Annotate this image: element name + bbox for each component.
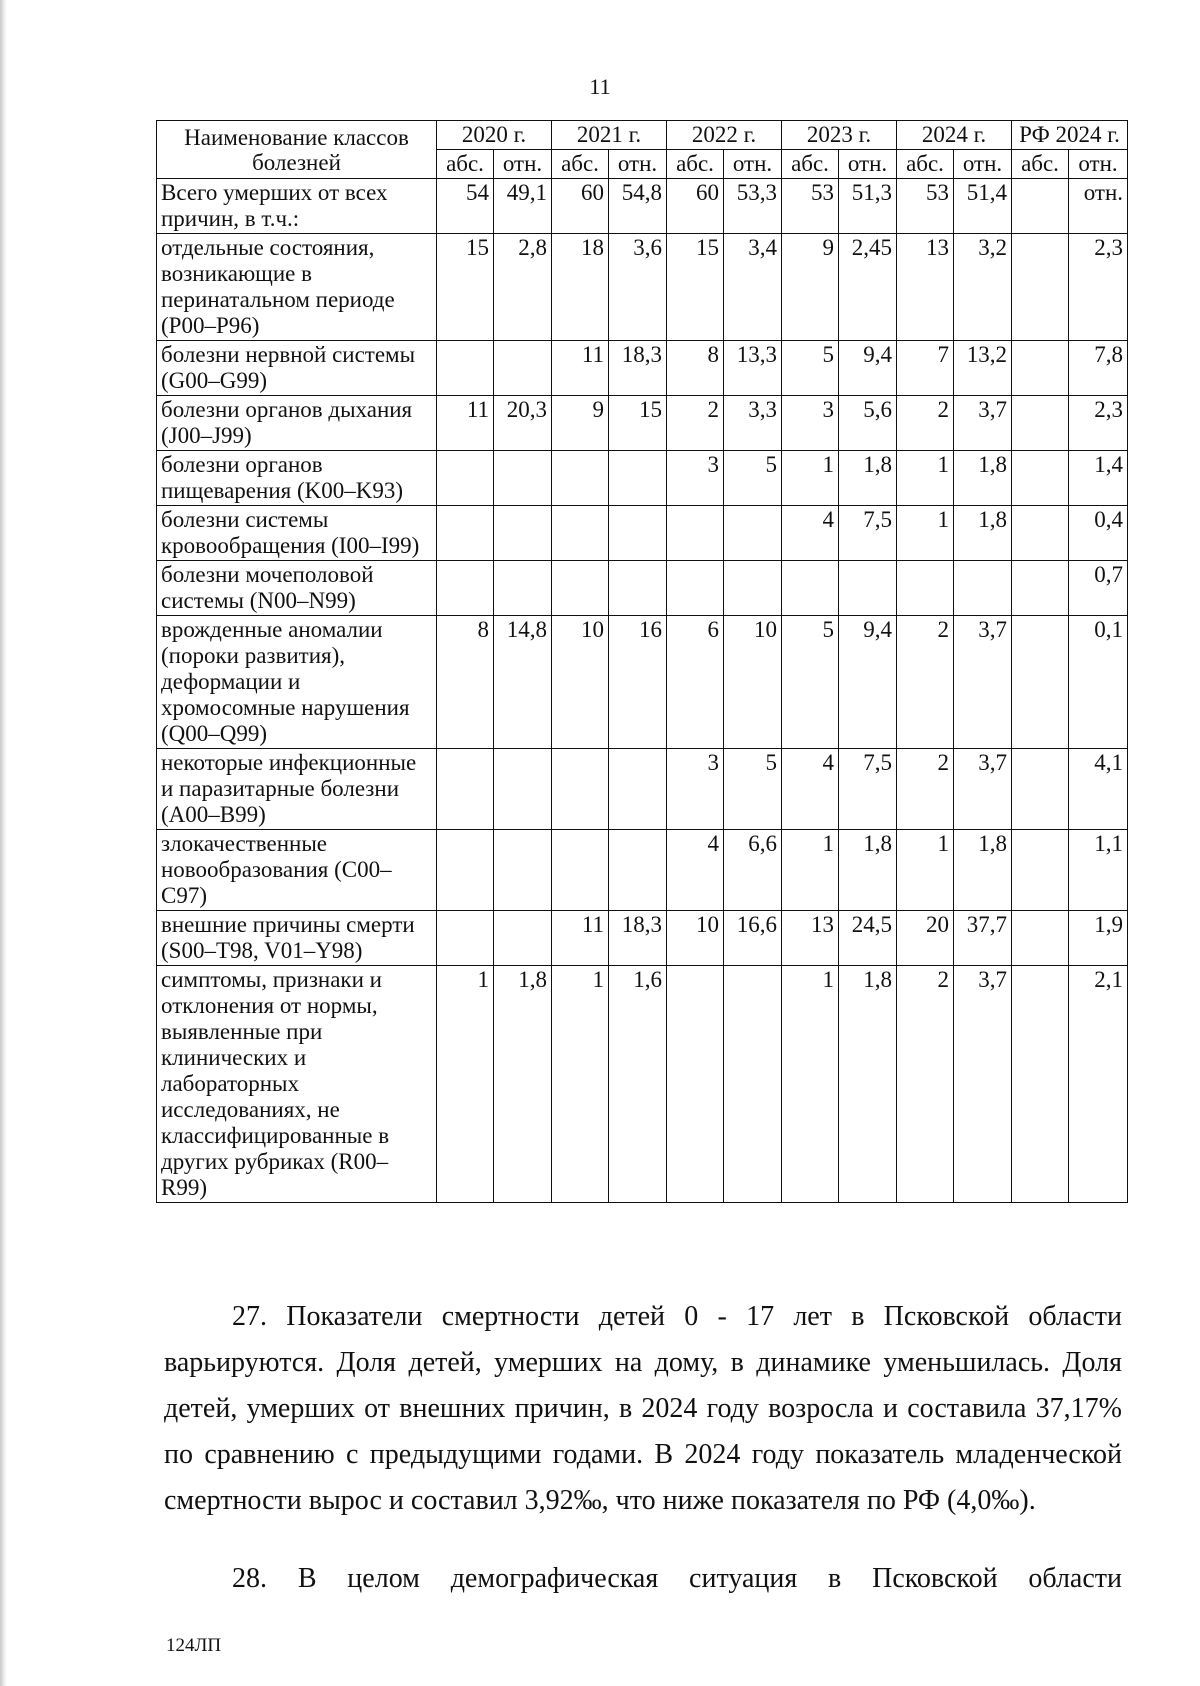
rel-value-cell: 0,7 <box>1069 561 1128 616</box>
rel-value-cell <box>609 451 667 506</box>
year-header: 2020 г. <box>437 121 552 150</box>
sub-header: абс. <box>782 150 839 179</box>
sub-header: абс. <box>437 150 494 179</box>
table-body <box>157 179 1128 1203</box>
rel-value-cell: 7,8 <box>1069 341 1128 396</box>
abs-value-cell: 13 <box>897 234 954 341</box>
rel-value-cell: 7,5 <box>839 506 897 561</box>
rel-value-cell: 7,5 <box>839 749 897 830</box>
abs-value-cell <box>437 561 494 616</box>
year-header: 2021 г. <box>552 121 667 150</box>
table-row <box>157 561 1128 616</box>
rel-value-cell: 37,7 <box>954 911 1012 966</box>
sub-header: абс. <box>897 150 954 179</box>
abs-value-cell: 60 <box>552 179 609 234</box>
rel-value-cell: 9,4 <box>839 616 897 749</box>
rel-value-cell <box>494 561 552 616</box>
abs-value-cell <box>437 749 494 830</box>
abs-value-cell <box>1012 396 1069 451</box>
rel-value-cell: 9,4 <box>839 341 897 396</box>
rel-value-cell: отн. <box>1069 179 1128 234</box>
rel-value-cell: 3,7 <box>954 749 1012 830</box>
abs-value-cell: 11 <box>552 911 609 966</box>
sub-header: отн. <box>1069 150 1128 179</box>
disease-class-name: болезни системы кровообращения (I00–I99) <box>157 506 437 561</box>
rel-value-cell <box>724 966 782 1203</box>
rel-value-cell <box>609 506 667 561</box>
abs-value-cell <box>1012 616 1069 749</box>
disease-class-header: Наименование классов болезней <box>157 121 437 179</box>
rel-value-cell: 3,2 <box>954 234 1012 341</box>
rel-value-cell: 3,4 <box>724 234 782 341</box>
abs-value-cell: 3 <box>782 396 839 451</box>
abs-value-cell: 53 <box>897 179 954 234</box>
paragraph-27 <box>164 1294 1122 1524</box>
year-header-row <box>157 121 1128 150</box>
paragraph-28-text: 28. В целом демографическая ситуация в Псковской области <box>232 1563 1122 1594</box>
abs-value-cell <box>1012 966 1069 1203</box>
disease-class-name: отдельные состояния, возникающие в перинатальном периоде (Р00–Р96) <box>157 234 437 341</box>
abs-value-cell <box>667 506 724 561</box>
table-row <box>157 830 1128 911</box>
rel-value-cell: 5,6 <box>839 396 897 451</box>
rel-value-cell: 10 <box>724 616 782 749</box>
rel-value-cell: 2,3 <box>1069 396 1128 451</box>
rel-value-cell: 53,3 <box>724 179 782 234</box>
abs-value-cell <box>1012 179 1069 234</box>
abs-value-cell: 60 <box>667 179 724 234</box>
abs-value-cell: 5 <box>782 616 839 749</box>
rel-value-cell <box>954 561 1012 616</box>
abs-value-cell: 18 <box>552 234 609 341</box>
abs-value-cell <box>437 451 494 506</box>
abs-value-cell: 8 <box>437 616 494 749</box>
abs-value-cell: 5 <box>782 341 839 396</box>
abs-value-cell: 1 <box>552 966 609 1203</box>
abs-value-cell <box>1012 341 1069 396</box>
sub-header: отн. <box>494 150 552 179</box>
rel-value-cell: 3,7 <box>954 616 1012 749</box>
rel-value-cell: 15 <box>609 396 667 451</box>
rel-value-cell <box>494 451 552 506</box>
rel-value-cell: 14,8 <box>494 616 552 749</box>
rel-value-cell <box>494 830 552 911</box>
abs-value-cell: 15 <box>667 234 724 341</box>
rel-value-cell: 3,6 <box>609 234 667 341</box>
disease-class-name: болезни органов дыхания (J00–J99) <box>157 396 437 451</box>
abs-value-cell: 2 <box>897 396 954 451</box>
abs-value-cell: 13 <box>782 911 839 966</box>
abs-value-cell: 1 <box>782 966 839 1203</box>
rel-value-cell <box>494 506 552 561</box>
rel-value-cell: 0,1 <box>1069 616 1128 749</box>
rel-value-cell: 1,8 <box>839 451 897 506</box>
abs-value-cell <box>552 506 609 561</box>
abs-value-cell: 53 <box>782 179 839 234</box>
disease-class-name: болезни органов пищеварения (K00–K93) <box>157 451 437 506</box>
rel-value-cell: 3,3 <box>724 396 782 451</box>
abs-value-cell <box>552 749 609 830</box>
rel-value-cell: 1,4 <box>1069 451 1128 506</box>
rel-value-cell <box>609 561 667 616</box>
abs-value-cell: 2 <box>897 749 954 830</box>
rel-value-cell: 18,3 <box>609 911 667 966</box>
rel-value-cell: 6,6 <box>724 830 782 911</box>
abs-value-cell <box>552 451 609 506</box>
abs-value-cell <box>782 561 839 616</box>
sub-header: абс. <box>667 150 724 179</box>
disease-class-name: болезни мочеполовой системы (N00–N99) <box>157 561 437 616</box>
disease-class-name: врожденные аномалии (пороки развития), деформации и хромосомные нарушения (Q00–Q99) <box>157 616 437 749</box>
sub-header: отн. <box>609 150 667 179</box>
abs-value-cell: 4 <box>782 506 839 561</box>
abs-value-cell: 4 <box>782 749 839 830</box>
year-header: 2023 г. <box>782 121 897 150</box>
table-row <box>157 616 1128 749</box>
table-row <box>157 506 1128 561</box>
rel-value-cell: 1,8 <box>954 830 1012 911</box>
rel-value-cell: 5 <box>724 749 782 830</box>
abs-value-cell: 15 <box>437 234 494 341</box>
rel-value-cell: 3,7 <box>954 396 1012 451</box>
abs-value-cell: 10 <box>552 616 609 749</box>
abs-value-cell <box>1012 749 1069 830</box>
abs-value-cell: 9 <box>552 396 609 451</box>
year-header: 2022 г. <box>667 121 782 150</box>
disease-class-name: злокачественные новообразования (С00–С97) <box>157 830 437 911</box>
rel-value-cell: 1,8 <box>839 966 897 1203</box>
abs-value-cell <box>437 506 494 561</box>
table-row <box>157 966 1128 1203</box>
abs-value-cell <box>437 341 494 396</box>
abs-value-cell: 2 <box>897 966 954 1203</box>
rel-value-cell: 13,3 <box>724 341 782 396</box>
rel-value-cell <box>494 341 552 396</box>
abs-value-cell: 11 <box>437 396 494 451</box>
abs-value-cell <box>552 830 609 911</box>
rel-value-cell: 18,3 <box>609 341 667 396</box>
rel-value-cell <box>494 749 552 830</box>
rel-value-cell: 1,8 <box>494 966 552 1203</box>
abs-value-cell: 4 <box>667 830 724 911</box>
table-row <box>157 749 1128 830</box>
rel-value-cell: 5 <box>724 451 782 506</box>
rel-value-cell: 16 <box>609 616 667 749</box>
page-number: 11 <box>589 74 611 99</box>
abs-value-cell: 3 <box>667 451 724 506</box>
disease-class-name: некоторые инфекционные и паразитарные болезни (А00–В99) <box>157 749 437 830</box>
table-row <box>157 451 1128 506</box>
rel-value-cell: 51,3 <box>839 179 897 234</box>
rel-value-cell <box>724 561 782 616</box>
rel-value-cell: 1,8 <box>954 506 1012 561</box>
abs-value-cell: 1 <box>897 830 954 911</box>
rel-value-cell: 4,1 <box>1069 749 1128 830</box>
rel-value-cell: 1,8 <box>954 451 1012 506</box>
abs-value-cell <box>667 561 724 616</box>
rel-value-cell: 51,4 <box>954 179 1012 234</box>
rel-value-cell: 16,6 <box>724 911 782 966</box>
abs-value-cell <box>437 911 494 966</box>
year-header: РФ 2024 г. <box>1012 121 1128 150</box>
abs-value-cell: 2 <box>897 616 954 749</box>
abs-value-cell <box>1012 451 1069 506</box>
rel-value-cell: 20,3 <box>494 396 552 451</box>
paragraph-28 <box>164 1556 1122 1602</box>
abs-value-cell: 9 <box>782 234 839 341</box>
rel-value-cell: 0,4 <box>1069 506 1128 561</box>
abs-value-cell: 1 <box>897 506 954 561</box>
rel-value-cell <box>609 749 667 830</box>
rel-value-cell: 13,2 <box>954 341 1012 396</box>
rel-value-cell: 49,1 <box>494 179 552 234</box>
abs-value-cell: 7 <box>897 341 954 396</box>
sub-header: отн. <box>954 150 1012 179</box>
rel-value-cell <box>724 506 782 561</box>
disease-class-name: симптомы, признаки и отклонения от нормы, выявленные при клинических и лабораторных исследованиях, не классифицированные в других рубриках (R00–R99) <box>157 966 437 1203</box>
abs-value-cell: 1 <box>437 966 494 1203</box>
table-row <box>157 341 1128 396</box>
rel-value-cell: 3,7 <box>954 966 1012 1203</box>
rel-value-cell: 2,1 <box>1069 966 1128 1203</box>
abs-value-cell: 1 <box>782 830 839 911</box>
abs-value-cell: 2 <box>667 396 724 451</box>
table-row <box>157 234 1128 341</box>
abs-value-cell: 20 <box>897 911 954 966</box>
abs-value-cell: 54 <box>437 179 494 234</box>
rel-value-cell: 2,3 <box>1069 234 1128 341</box>
year-header: 2024 г. <box>897 121 1012 150</box>
rel-value-cell <box>609 830 667 911</box>
disease-class-name: болезни нервной системы (G00–G99) <box>157 341 437 396</box>
mortality-table <box>156 120 1128 1203</box>
abs-value-cell: 1 <box>897 451 954 506</box>
sub-header: абс. <box>1012 150 1069 179</box>
rel-value-cell: 2,8 <box>494 234 552 341</box>
paragraph-27-text: 27. Показатели смертности детей 0 - 17 лет в Псковской области варьируются. Доля детей, умерших на дому, в динамике уменьшилась. Доля детей, умерших от внешних причин, в 2024 году возросла и составила 37,17% по сравнению с предыдущими годами. В 2024 году показатель младенческой смертности вырос и составил 3,92‰, что ниже показателя по РФ (4,0‰). <box>164 1301 1122 1516</box>
abs-value-cell <box>897 561 954 616</box>
rel-value-cell: 2,45 <box>839 234 897 341</box>
disease-class-name: внешние причины смерти (S00–T98, V01–Y98) <box>157 911 437 966</box>
abs-value-cell: 6 <box>667 616 724 749</box>
abs-value-cell <box>437 830 494 911</box>
rel-value-cell: 1,9 <box>1069 911 1128 966</box>
table-row <box>157 911 1128 966</box>
rel-value-cell <box>839 561 897 616</box>
abs-value-cell <box>1012 561 1069 616</box>
table-row <box>157 396 1128 451</box>
rel-value-cell: 1,6 <box>609 966 667 1203</box>
abs-value-cell: 1 <box>782 451 839 506</box>
abs-value-cell: 11 <box>552 341 609 396</box>
sub-header: абс. <box>552 150 609 179</box>
abs-value-cell <box>1012 911 1069 966</box>
table-row <box>157 179 1128 234</box>
abs-value-cell: 10 <box>667 911 724 966</box>
rel-value-cell: 24,5 <box>839 911 897 966</box>
rel-value-cell: 1,1 <box>1069 830 1128 911</box>
sub-header: отн. <box>839 150 897 179</box>
disease-class-name: Всего умерших от всех причин, в т.ч.: <box>157 179 437 234</box>
abs-value-cell <box>1012 830 1069 911</box>
abs-value-cell: 8 <box>667 341 724 396</box>
scan-edge <box>0 0 7 1686</box>
rel-value-cell: 54,8 <box>609 179 667 234</box>
rel-value-cell <box>494 911 552 966</box>
footer-code: 124ЛП <box>166 1635 222 1656</box>
abs-value-cell <box>1012 234 1069 341</box>
abs-value-cell: 3 <box>667 749 724 830</box>
rel-value-cell: 1,8 <box>839 830 897 911</box>
abs-value-cell <box>667 966 724 1203</box>
abs-value-cell <box>1012 506 1069 561</box>
abs-value-cell <box>552 561 609 616</box>
sub-header: отн. <box>724 150 782 179</box>
